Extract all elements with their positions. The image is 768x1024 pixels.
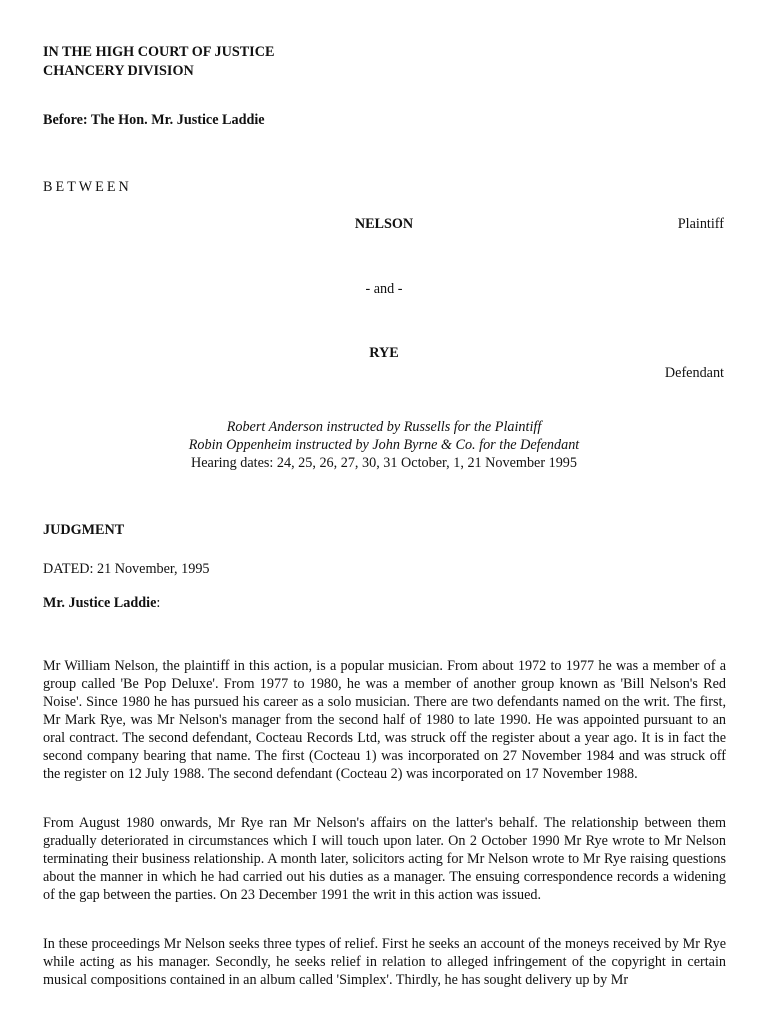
court-division: CHANCERY DIVISION [43, 63, 194, 79]
plaintiff-role: Plaintiff [677, 216, 724, 232]
judge-name-text: Mr. Justice Laddie [43, 595, 157, 611]
judgment-paragraph: From August 1980 onwards, Mr Rye ran Mr Nelson's affairs on the latter's behalf. The relationship between them gradually deteriorated in circumstances which I will touch upon later. On 2 October 1990 Mr Rye wrote to Mr Nelson terminating their business relationship. A month later, solicitors acting for Mr Nelson wrote to Mr Rye raising questions about the manner in which he had carried out his duties as a manager. The ensuing correspondence records a widening of the gap between the parties. On 23 December 1991 the writ in this action was issued. [43, 815, 726, 903]
defendant-counsel: Robin Oppenheim instructed by John Byrne & Co. for the Defendant [188, 437, 580, 453]
hearing-dates: Hearing dates: 24, 25, 26, 27, 30, 31 October, 1, 21 November 1995 [191, 455, 577, 471]
and-separator: - and - [365, 281, 403, 297]
presiding-judge-line: Before: The Hon. Mr. Justice Laddie [43, 112, 265, 128]
judgment-paragraph: In these proceedings Mr Nelson seeks three types of relief. First he seeks an account of the moneys received by Mr Rye while acting as his manager. Secondly, he seeks relief in relation to alleged infringement of the copyright in certain musical compositions contained in an album called 'Simplex'. Thirdly, he has sought delivery up by Mr [43, 936, 726, 988]
judgment-date: DATED: 21 November, 1995 [43, 561, 210, 577]
plaintiff-counsel: Robert Anderson instructed by Russells for the Plaintiff [226, 419, 542, 435]
between-label: BETWEEN [43, 179, 132, 195]
defendant-name: RYE [369, 345, 399, 361]
counsel-block [0, 418, 768, 472]
judge-name-colon: : [156, 595, 161, 611]
defendant-role: Defendant [664, 365, 724, 381]
court-name: IN THE HIGH COURT OF JUSTICE [43, 44, 275, 60]
judge-name [43, 595, 160, 612]
plaintiff-name: NELSON [354, 216, 414, 232]
judgment-title: JUDGMENT [43, 522, 125, 538]
court-heading [43, 43, 274, 81]
judgment-paragraph: Mr William Nelson, the plaintiff in this action, is a popular musician. From about 1972 to 1977 he was a member of a group called 'Be Pop Deluxe'. From 1977 to 1980, he was a member of another group known as 'Bill Nelson's Red Noise'. Since 1980 he has pursued his career as a solo musician. There are two defendants named on the writ. The first, Mr Mark Rye, was Mr Nelson's manager from the second half of 1980 to late 1990. He was appointed pursuant to an oral contract. The second defendant, Cocteau Records Ltd, was struck off the register about a year ago. It is in fact the second company bearing that name. The first (Cocteau 1) was incorporated on 27 November 1984 and was struck off the register on 12 July 1988. The second defendant (Cocteau 2) was incorporated on 17 November 1988. [43, 658, 726, 782]
